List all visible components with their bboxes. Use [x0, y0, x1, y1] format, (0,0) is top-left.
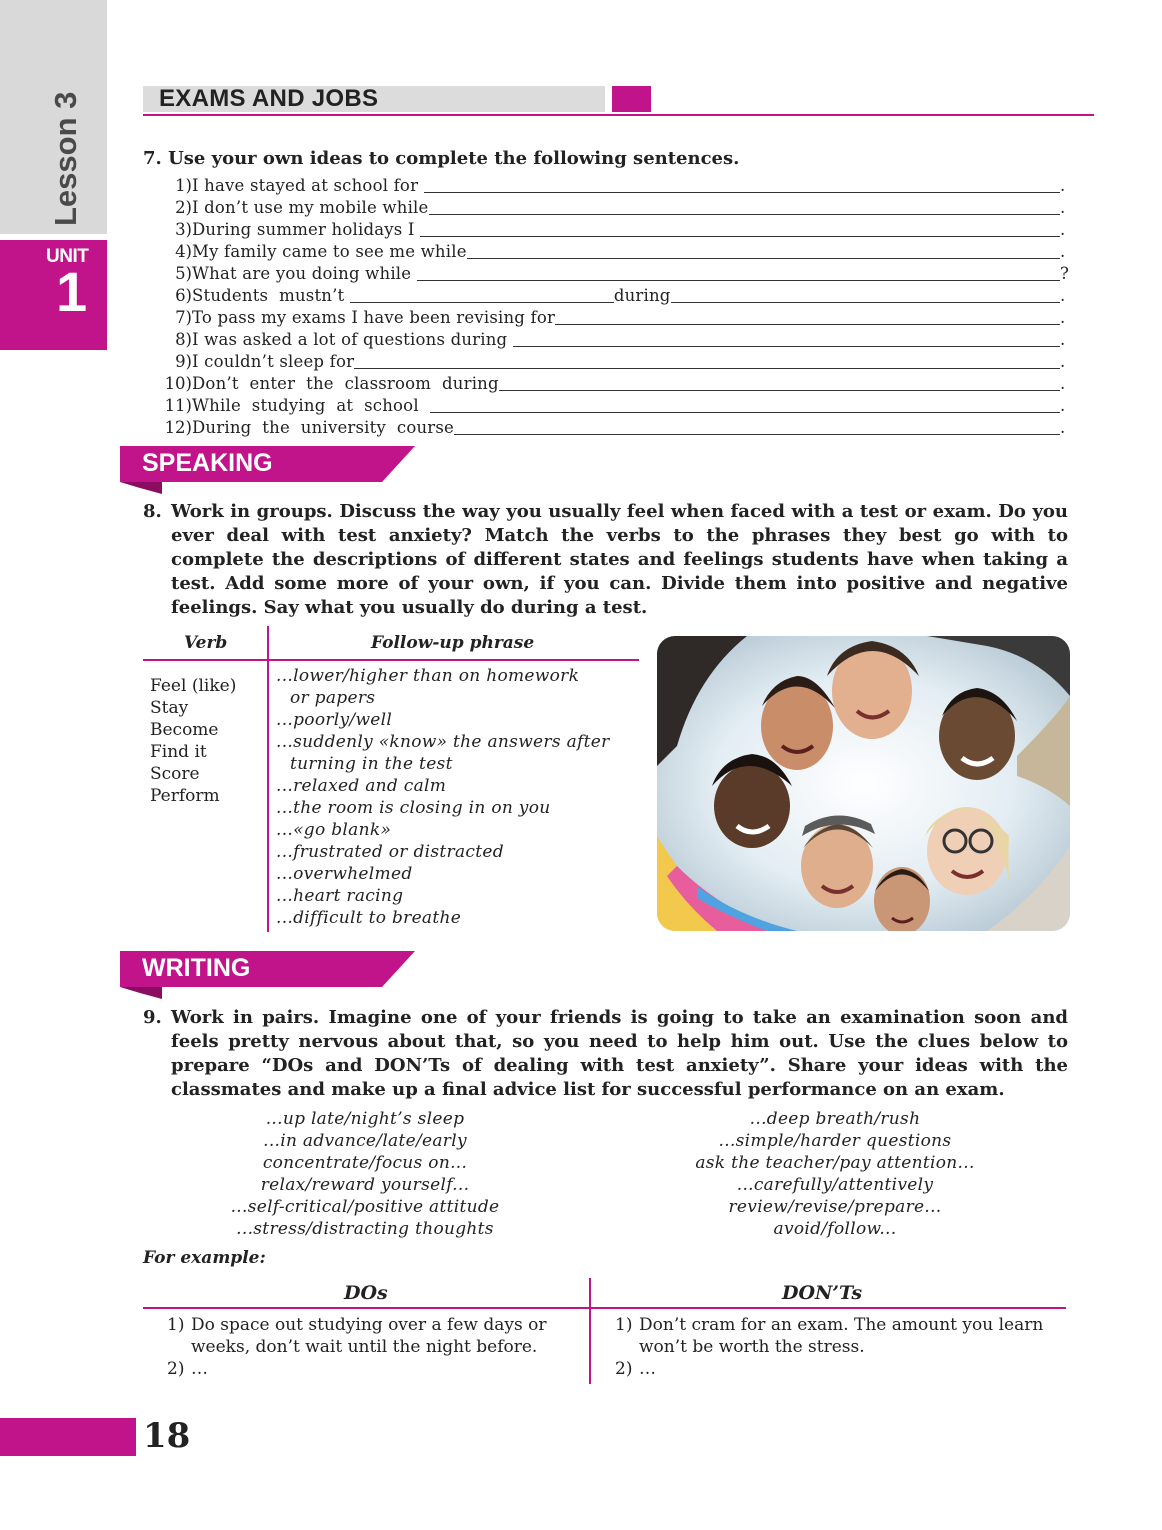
sentence-number: 3) — [175, 220, 192, 239]
sentence-end-mark: . — [1060, 396, 1066, 415]
clue-item: concentrate/focus on... — [262, 1153, 468, 1173]
verb-item: Stay — [150, 698, 189, 718]
clue-item: ...in advance/late/early — [263, 1131, 467, 1151]
ex7-number: 7. — [143, 148, 162, 169]
phrase-item: ...the room is closing in on you — [276, 798, 551, 818]
sentence-number: 1) — [175, 176, 192, 195]
speaking-ribbon — [120, 446, 415, 482]
phrase-list — [276, 665, 610, 929]
page-number-bar — [0, 1418, 136, 1456]
sentence-text: Students mustn’t — [192, 286, 350, 305]
table-header-phrase: Follow-up phrase — [371, 633, 535, 653]
table-header-verb: Verb — [184, 633, 228, 653]
sentence-row — [158, 262, 1068, 284]
verb-list — [150, 675, 236, 807]
sentence-end-mark: . — [1060, 286, 1066, 305]
sentence-text: During the university course — [192, 418, 455, 437]
sentence-text: While studying at school — [192, 396, 430, 415]
dos-heading: DOs — [344, 1282, 388, 1304]
table-column-rule — [267, 626, 269, 932]
list-item — [615, 1358, 1045, 1380]
sentence-number: 8) — [175, 330, 192, 349]
unit-label: UNIT — [46, 246, 89, 267]
sentence-text: To pass my exams I have been revising for — [192, 308, 556, 327]
sentence-row — [158, 394, 1068, 416]
item-text: Do space out studying over a few days or weeks, don’t wait until the night before. — [191, 1315, 547, 1357]
sentence-end-mark: ? — [1060, 264, 1069, 283]
clue-item: ask the teacher/pay attention... — [695, 1153, 975, 1173]
answer-blank[interactable] — [499, 375, 1060, 391]
sentence-row — [158, 350, 1068, 372]
sentence-text: I have stayed at school for — [192, 176, 424, 195]
phrase-item: turning in the test — [290, 754, 453, 774]
sentence-text: I don’t use my mobile while — [192, 198, 429, 217]
clue-item: ...up late/night’s sleep — [265, 1109, 465, 1129]
answer-blank[interactable] — [429, 199, 1061, 215]
ex8-instruction — [143, 500, 1068, 620]
phrase-item: ...relaxed and calm — [276, 776, 447, 796]
sentence-end-mark: . — [1060, 176, 1066, 195]
clue-item: ...stress/distracting thoughts — [236, 1219, 494, 1239]
answer-blank[interactable] — [513, 331, 1060, 347]
phrase-item: ...poorly/well — [276, 710, 393, 730]
phrase-item: ...heart racing — [276, 886, 404, 906]
answer-blank[interactable] — [420, 221, 1060, 237]
phrase-item: ...lower/higher than on homework — [276, 666, 580, 686]
ex7-instruction: Use your own ideas to complete the following sentences. — [168, 148, 740, 169]
phrase-item: ...frustrated or distracted — [276, 842, 504, 862]
answer-blank[interactable] — [467, 243, 1060, 259]
item-text: Don’t cram for an exam. The amount you learn won’t be worth the stress. — [639, 1315, 1044, 1357]
ex9-text: Work in pairs. Imagine one of your friends is going to take an examination soon and feels pretty nervous about that, so you need to help him out. Use the clues below to prepare “DOs and DON’Ts of dealing with test anxiety”. Share your ideas with the classmates and make up a final advice list for successful performance on an exam. — [171, 1007, 1068, 1100]
sentence-text: My family came to see me while — [192, 242, 467, 261]
ex7-title — [143, 148, 739, 169]
donts-list — [615, 1314, 1045, 1380]
writing-label: WRITING — [142, 954, 251, 982]
answer-blank[interactable] — [417, 265, 1060, 281]
sentence-row — [158, 416, 1068, 438]
verb-item: Score — [150, 764, 200, 784]
sentence-row — [158, 306, 1068, 328]
sentence-end-mark: . — [1060, 374, 1066, 393]
sentence-number: 11) — [164, 396, 192, 415]
sentence-number: 2) — [175, 198, 192, 217]
answer-blank[interactable] — [671, 287, 1060, 303]
sentence-text: I was asked a lot of questions during — [192, 330, 513, 349]
clue-item: review/revise/prepare... — [728, 1197, 942, 1217]
clues-left — [190, 1108, 540, 1240]
sentence-end-mark: . — [1060, 198, 1066, 217]
sentence-number: 5) — [175, 264, 192, 283]
item-text: … — [639, 1359, 656, 1379]
clues-right — [650, 1108, 1020, 1240]
sentence-number: 6) — [175, 286, 192, 305]
sentence-row — [158, 174, 1068, 196]
item-number: 2) — [615, 1359, 633, 1379]
for-example-label: For example: — [143, 1248, 266, 1268]
clue-item: ...deep breath/rush — [749, 1109, 921, 1129]
sentence-row — [158, 328, 1068, 350]
students-photo — [657, 636, 1070, 931]
item-number: 1) — [167, 1315, 185, 1335]
header-rule — [143, 114, 1094, 116]
sentence-end-mark: . — [1060, 242, 1066, 261]
page-title: EXAMS AND JOBS — [159, 85, 379, 112]
sentence-row — [158, 284, 1068, 306]
sentence-end-mark: . — [1060, 330, 1066, 349]
item-number: 2) — [167, 1359, 185, 1379]
table-header-rule — [143, 659, 639, 661]
dos-list — [167, 1314, 585, 1380]
verb-item: Perform — [150, 786, 220, 806]
item-number: 1) — [615, 1315, 633, 1335]
page-number: 18 — [143, 1416, 191, 1456]
sentence-number: 4) — [175, 242, 192, 261]
ex9-number: 9. — [143, 1007, 162, 1028]
sentence-end-mark: . — [1060, 352, 1066, 371]
sentence-end-mark: . — [1060, 308, 1066, 327]
answer-blank[interactable] — [424, 177, 1060, 193]
list-item — [167, 1314, 585, 1358]
sentence-number: 7) — [175, 308, 192, 327]
answer-blank[interactable] — [354, 353, 1060, 369]
sentence-row — [158, 240, 1068, 262]
dos-table-header-rule — [143, 1307, 1066, 1309]
clue-item: relax/reward yourself... — [260, 1175, 470, 1195]
sentence-row — [158, 372, 1068, 394]
unit-tab — [0, 240, 107, 350]
students-illustration — [657, 636, 1070, 931]
lesson-label: Lesson 3 — [48, 91, 83, 226]
sentence-number: 9) — [175, 352, 192, 371]
writing-ribbon — [120, 951, 415, 987]
answer-blank[interactable] — [430, 397, 1060, 413]
clue-item: avoid/follow... — [773, 1219, 897, 1239]
sentence-row — [158, 218, 1068, 240]
sentence-text: Don’t enter the classroom during — [192, 374, 499, 393]
ex8-text: Work in groups. Discuss the way you usually feel when faced with a test or exam. Do you ever deal with test anxiety? Match the verbs to the phrases they best go with to complete the descriptions of different states and feelings students have when taking a test. Add some more of your own, if you can. Divide them into positive and negative feelings. Say what you usually do during a test. — [171, 501, 1068, 618]
verb-item: Feel (like) — [150, 676, 237, 696]
unit-number: 1 — [56, 260, 88, 323]
verb-item: Find it — [150, 742, 207, 762]
sentence-text: During summer holidays I — [192, 220, 421, 239]
phrase-item: ...overwhelmed — [276, 864, 413, 884]
clue-item: ...simple/harder questions — [718, 1131, 952, 1151]
sentence-end-mark: . — [1060, 220, 1066, 239]
phrase-item: ...suddenly «know» the answers after — [276, 732, 610, 752]
phrase-item: ...difficult to breathe — [276, 908, 462, 928]
sentence-text: I couldn’t sleep for — [192, 352, 355, 371]
sentence-number: 12) — [164, 418, 192, 437]
sentence-row — [158, 196, 1068, 218]
answer-blank[interactable] — [454, 419, 1060, 435]
donts-heading: DON’Ts — [782, 1282, 863, 1304]
answer-blank[interactable] — [350, 287, 614, 303]
sentence-end-mark: . — [1060, 418, 1066, 437]
ex9-instruction — [143, 1006, 1068, 1102]
sentence-number: 10) — [164, 374, 192, 393]
speaking-label: SPEAKING — [142, 449, 273, 477]
ex8-number: 8. — [143, 501, 162, 522]
sentence-text: during — [613, 286, 671, 305]
clue-item: ...carefully/attentively — [736, 1175, 934, 1195]
item-text: … — [191, 1359, 208, 1379]
dos-table-column-rule — [589, 1278, 591, 1384]
verb-item: Become — [150, 720, 219, 740]
header-accent-square — [612, 86, 651, 112]
phrase-item: or papers — [290, 688, 376, 708]
clue-item: ...self-critical/positive attitude — [230, 1197, 500, 1217]
list-item — [615, 1314, 1045, 1358]
sentence-text: What are you doing while — [192, 264, 417, 283]
phrase-item: ...«go blank» — [276, 820, 392, 840]
ex7-sentence-list — [158, 174, 1068, 438]
list-item — [167, 1358, 585, 1380]
answer-blank[interactable] — [555, 309, 1060, 325]
